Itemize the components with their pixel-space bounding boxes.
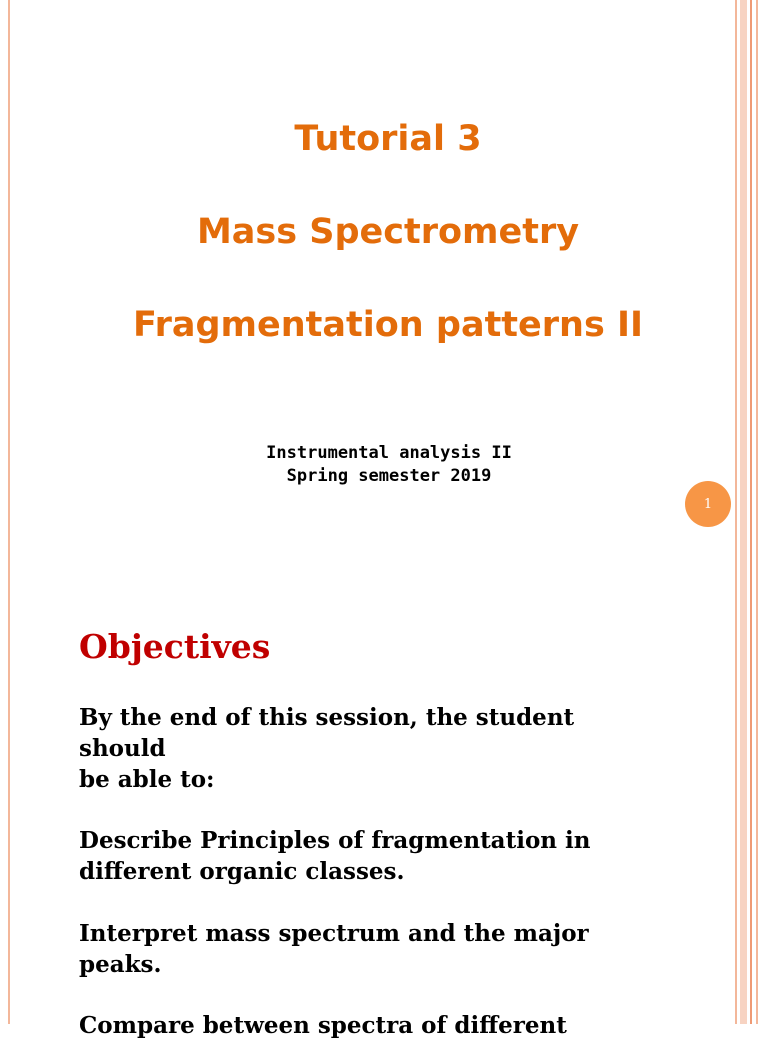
- objective-item: [79, 825, 639, 887]
- slide-title: Tutorial 3: [294, 119, 482, 159]
- text-line: should: [79, 735, 166, 762]
- intro-paragraph: [79, 702, 639, 795]
- semester: Spring semester 2019: [286, 466, 492, 486]
- page-number: 1: [703, 496, 713, 512]
- objective-item: [79, 918, 639, 980]
- objective-item: [79, 1010, 639, 1041]
- text-line: be able to:: [79, 766, 215, 793]
- text-line: different organic classes.: [79, 858, 405, 885]
- page-number-badge: [685, 481, 731, 527]
- course-name: Instrumental analysis II: [266, 443, 512, 463]
- objectives-heading: Objectives: [79, 627, 271, 666]
- text-line: Describe Principles of fragmentation in: [79, 827, 591, 854]
- text-line: Interpret mass spectrum and the major: [79, 920, 589, 947]
- slide-title: Fragmentation patterns II: [132, 305, 644, 345]
- slide-title: Mass Spectrometry: [196, 212, 580, 252]
- text-line: Compare between spectra of different: [79, 1012, 567, 1039]
- text-line: peaks.: [79, 951, 162, 978]
- objectives-slide: [0, 600, 768, 1039]
- text-line: By the end of this session, the student: [79, 704, 575, 731]
